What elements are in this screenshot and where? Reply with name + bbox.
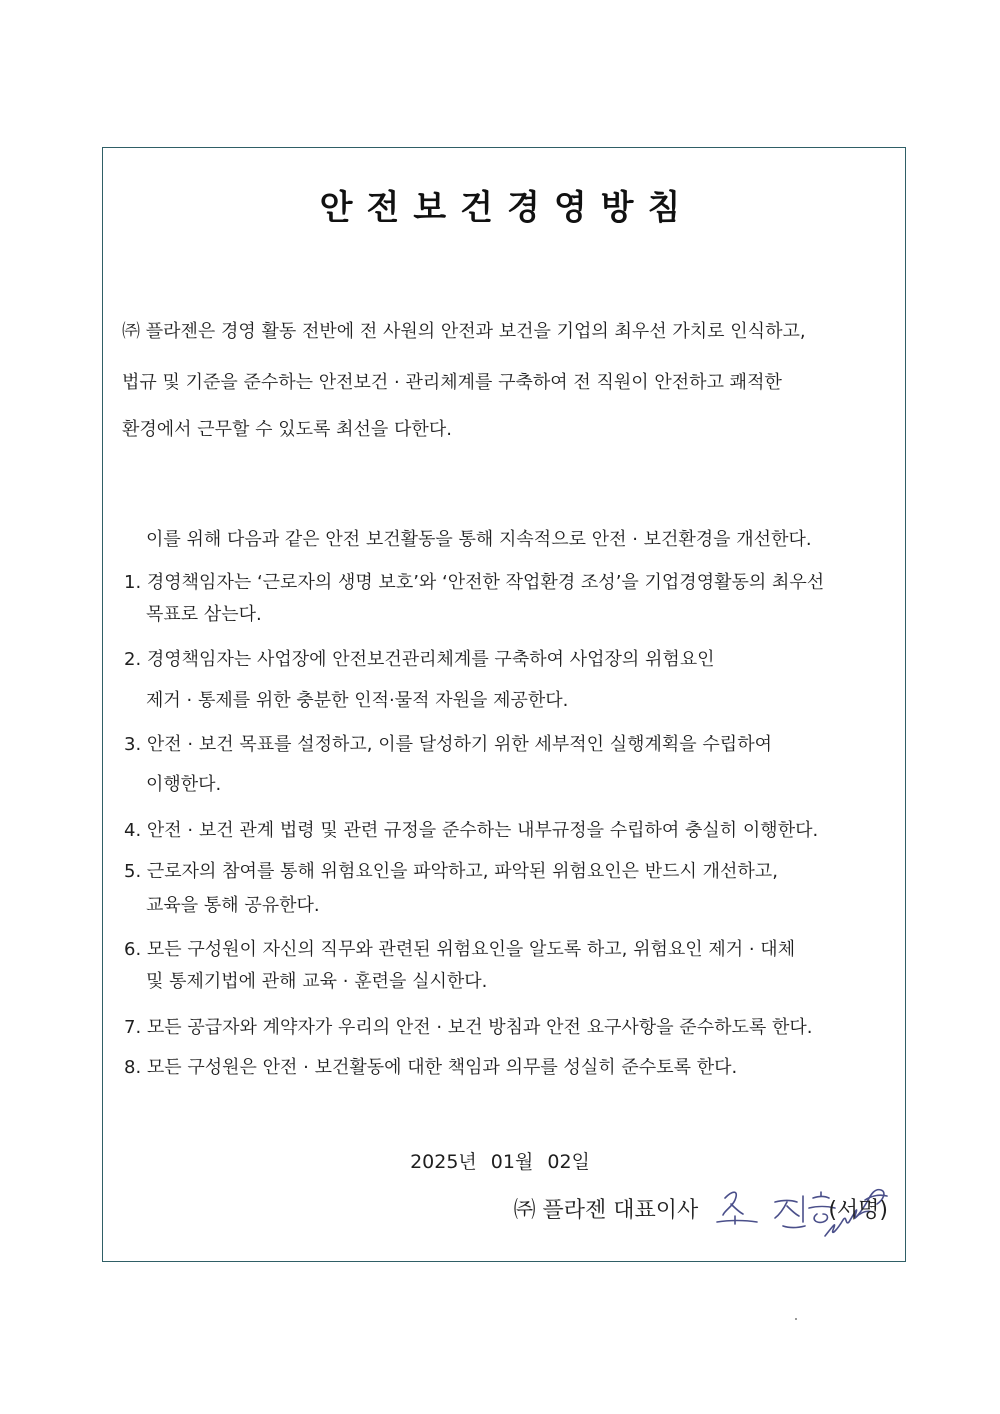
policy-item-2-line-2: 제거 · 통제를 위한 충분한 인적·물적 자원을 제공한다.	[146, 690, 569, 711]
intro-line-3: 환경에서 근무할 수 있도록 최선을 다한다.	[122, 419, 452, 440]
policy-item-3-line-2: 이행한다.	[146, 774, 222, 795]
policy-item-4-line-1: 4. 안전 · 보건 관계 법령 및 관련 규정을 준수하는 내부규정을 수립하여 충실히 이행한다.	[124, 820, 819, 841]
policy-item-8-line-1: 8. 모든 구성원은 안전 · 보건활동에 대한 책임과 의무를 성실히 준수토록 한다.	[124, 1057, 738, 1078]
policy-item-1-line-1: 1. 경영책임자는 ‘근로자의 생명 보호’와 ‘안전한 작업환경 조성’을 기업경영활동의 최우선	[124, 572, 825, 593]
document-date: 2025년 01월 02일	[410, 1151, 590, 1173]
signer-line	[514, 1193, 888, 1224]
policy-item-7-line-1: 7. 모든 공급자와 계약자가 우리의 안전 · 보건 방침과 안전 요구사항을 준수하도록 한다.	[124, 1017, 813, 1038]
scan-speck	[795, 1318, 797, 1320]
signer-name: ㈜ 플라젠 대표이사	[513, 1198, 699, 1223]
policy-item-5-line-2: 교육을 통해 공유한다.	[146, 895, 320, 916]
policy-item-5-line-1: 5. 근로자의 참여를 통해 위험요인을 파악하고, 파악된 위험요인은 반드시 개선하고,	[124, 861, 778, 882]
policy-item-2-line-1: 2. 경영책임자는 사업장에 안전보건관리체계를 구축하여 사업장의 위험요인	[124, 649, 715, 670]
policy-item-6-line-1: 6. 모든 구성원이 자신의 직무와 관련된 위험요인을 알도록 하고, 위험요인 제거 · 대체	[124, 939, 796, 960]
lead-sentence: 이를 위해 다음과 같은 안전 보건활동을 통해 지속적으로 안전 · 보건환경을 개선한다.	[146, 529, 812, 550]
intro-line-2: 법규 및 기준을 준수하는 안전보건 · 관리체계를 구축하여 전 직원이 안전하고 쾌적한	[122, 372, 782, 393]
policy-item-1-line-2: 목표로 삼는다.	[146, 604, 262, 625]
policy-item-3-line-1: 3. 안전 · 보건 목표를 설정하고, 이를 달성하기 위한 세부적인 실행계획을 수립하여	[124, 734, 772, 755]
document-title: 안전보건경영방침	[319, 188, 695, 228]
seal-note: (서명)	[828, 1198, 888, 1223]
policy-item-6-line-2: 및 통제기법에 관해 교육 · 훈련을 실시한다.	[146, 971, 488, 992]
intro-line-1: ㈜ 플라젠은 경영 활동 전반에 전 사원의 안전과 보건을 기업의 최우선 가치로 인식하고,	[122, 321, 806, 342]
